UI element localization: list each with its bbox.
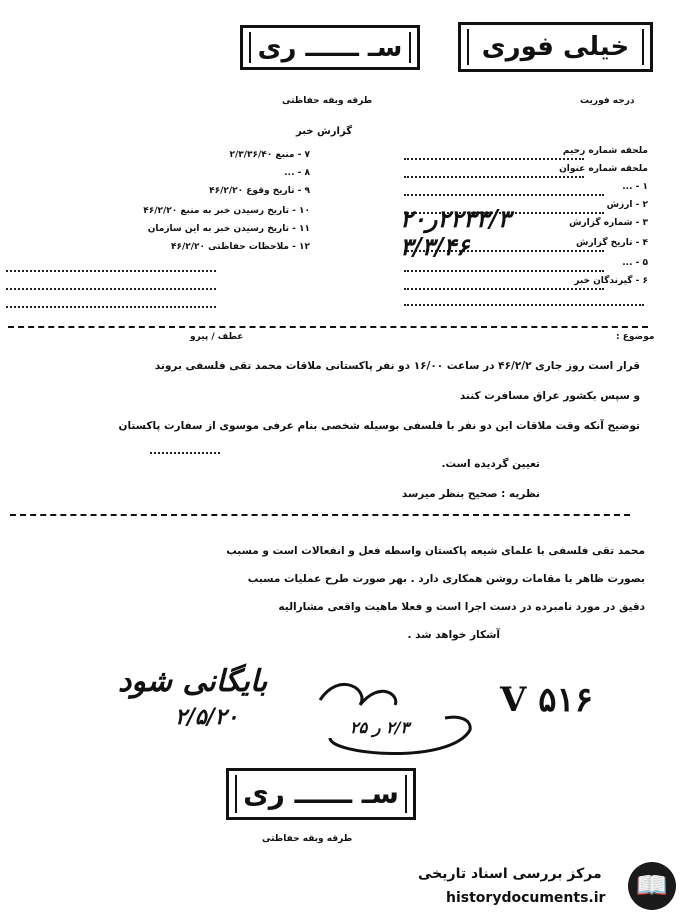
body-line-4: تعیین گردیده است. xyxy=(441,458,540,470)
field-value: ۲/۳/۳۶/۴۰ xyxy=(229,150,273,160)
watermark-title: مرکز بررسی اسناد تاریخی xyxy=(418,866,602,882)
field-row: ۵ - ... xyxy=(622,258,648,268)
field-row: ۱۲ - ملاحظات حفاظتی ۴۶/۲/۲۰ xyxy=(170,242,310,252)
para2-line-3: دقیق در مورد نامبرده در دست اجرا است و فعلا ماهیت واقعی مشارالیه xyxy=(278,601,645,613)
field-row: ۱۱ - تاریخ رسیدن خبر به این سازمان xyxy=(147,224,310,234)
field-value: رحیم xyxy=(562,146,586,156)
field-row: ملحقه شماره عنوان xyxy=(559,164,648,174)
para2-line-1: محمد تقی فلسفی با علمای شیعه پاکستان واسطه فعل و انفعالات است و مسبب xyxy=(226,545,645,557)
field-row: ۱ - ... xyxy=(622,182,648,192)
body-line-2: و سپس بکشور عراق مسافرت کنند xyxy=(459,390,640,402)
secret-stamp-bottom xyxy=(226,768,416,820)
field-row: ۹ - تاریخ وقوع ۴۶/۲/۲۰ xyxy=(209,186,310,196)
divider xyxy=(10,514,630,516)
urgency-stamp-text: خیلی فوری xyxy=(481,32,630,62)
field-value: ۴۶/۲/۲۰ xyxy=(143,206,178,216)
archive-note: بایگانی شود xyxy=(118,664,268,699)
field-row: ۸ - ... xyxy=(284,168,310,178)
office-label: طرقه وبقه حفاظتی xyxy=(282,96,373,106)
field-row: ۳ - شماره گزارش xyxy=(569,218,648,228)
book-icon: 📖 xyxy=(628,862,676,910)
para2-line-4: آشکار خواهد شد . xyxy=(407,629,500,641)
field-row: ۶ - گیرندگان خبر xyxy=(574,276,648,286)
field-row: ملحقه شماره رحیم xyxy=(562,146,648,156)
secret-stamp-top-text: سـ ــــــ ری xyxy=(257,33,403,63)
field-row: ۲ - ارزش xyxy=(606,200,648,210)
secret-stamp-bottom-text: سـ ــــــ ری xyxy=(243,777,399,810)
signature-date: ۲/۳ ر ۲۵ xyxy=(350,718,410,737)
priority-label: درجه فوریت xyxy=(580,96,635,106)
report-title: گزارش خبر xyxy=(296,126,353,137)
archive-date: ۲/۵/۲۰ xyxy=(175,704,239,730)
para2-line-2: بصورت ظاهر با مقامات روشن همکاری دارد . بهر صورت طرح عملیات مسبب xyxy=(247,573,645,585)
field-row: ۷ - منبع ۲/۳/۳۶/۴۰ xyxy=(229,150,310,160)
margin-code: V ۵۱۶ xyxy=(500,680,594,720)
urgency-stamp xyxy=(458,22,653,72)
body-line-1: قرار است روز جاری ۴۶/۲/۲ در ساعت ۱۶/۰۰ دو نفر پاکستانی ملاقات محمد تقی فلسفی بروند xyxy=(154,360,640,372)
watermark-url: historydocuments.ir xyxy=(446,890,606,906)
body-line-3: توضیح آنکه وقت ملاقات این دو نفر با فلسفی بوسیله شخصی بنام عرفی موسوی از سفارت پاکستان xyxy=(118,420,640,432)
secret-stamp-top xyxy=(240,25,420,70)
signature-mark xyxy=(300,660,480,770)
field-row: ۱۰ - تاریخ رسیدن خبر به منبع ۴۶/۲/۲۰ xyxy=(143,206,310,216)
footer-office-label: طرقه وبقه حفاظتی xyxy=(262,834,353,844)
attachment-label: عطف / پیرو xyxy=(190,332,244,342)
field-value: ۴۶/۲/۲۰ xyxy=(209,186,244,196)
field-value: ۴۶/۲/۲۰ xyxy=(170,242,206,252)
report-number-handwritten: ۲۲۳۳/۳ر۲۰ xyxy=(400,204,511,233)
field-row: ۴ - تاریخ گزارش xyxy=(576,238,648,248)
field-value: عنوان xyxy=(559,164,586,174)
body-line-5: نظریه : صحیح بنظر میرسد xyxy=(401,488,540,500)
report-date-handwritten: ۳/۳/۴۶ xyxy=(400,232,470,261)
subject-label: موضوع : xyxy=(616,332,655,342)
